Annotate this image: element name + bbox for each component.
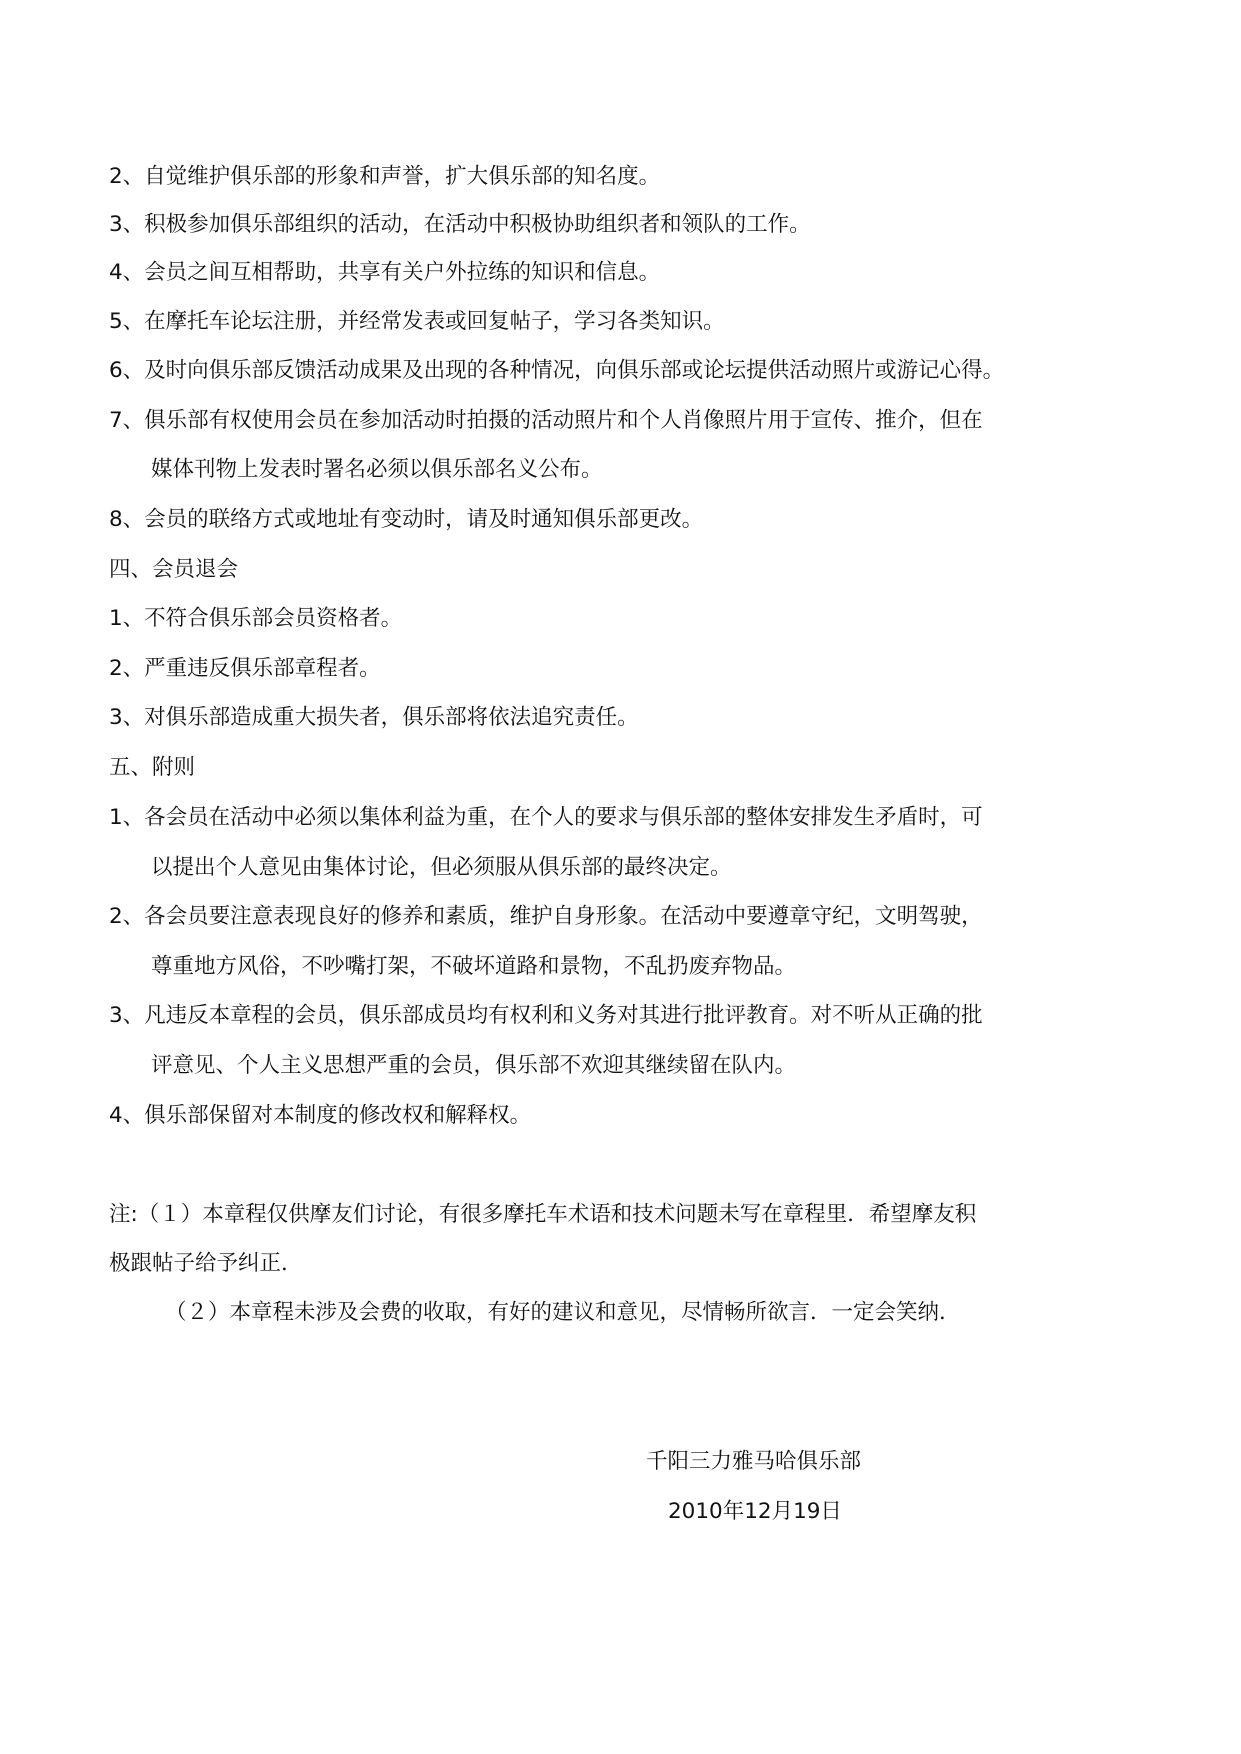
signature-organization: 千阳三力雅马哈俱乐部 — [646, 1449, 862, 1474]
text-line: 1、不符合俱乐部会员资格者。 — [109, 606, 403, 631]
text-line: 3、对俱乐部造成重大损失者，俱乐部将依法追究责任。 — [109, 705, 639, 730]
text-line: 4、会员之间互相帮助，共享有关户外拉练的知识和信息。 — [109, 260, 661, 285]
note-line: 极跟帖子给予纠正． — [109, 1251, 303, 1276]
text-line: 以提出个人意见由集体讨论，但必须服从俱乐部的最终决定。 — [151, 855, 732, 880]
section-heading: 四、会员退会 — [109, 557, 239, 582]
section-heading: 五、附则 — [109, 755, 196, 780]
note-line: （２）本章程未涉及会费的收取，有好的建议和意见，尽情畅所欲言．一定会笑纳． — [165, 1300, 961, 1325]
text-line: 5、在摩托车论坛注册，并经常发表或回复帖子，学习各类知识。 — [109, 309, 725, 334]
text-line: 2、各会员要注意表现良好的修养和素质，维护自身形象。在活动中要遵章守纪，文明驾驶， — [109, 904, 983, 929]
text-line: 2、严重违反俱乐部章程者。 — [109, 656, 381, 681]
text-line: 评意见、个人主义思想严重的会员，俱乐部不欢迎其继续留在队内。 — [151, 1053, 797, 1078]
text-line: 4、俱乐部保留对本制度的修改权和解释权。 — [109, 1103, 532, 1128]
text-line: 6、及时向俱乐部反馈活动成果及出现的各种情况，向俱乐部或论坛提供活动照片或游记心得。 — [109, 358, 1005, 383]
text-line: 3、积极参加俱乐部组织的活动，在活动中积极协助组织者和领队的工作。 — [109, 212, 811, 237]
signature-date: 2010年12月19日 — [668, 1499, 842, 1524]
text-line: 7、俱乐部有权使用会员在参加活动时拍摄的活动照片和个人肖像照片用于宣传、推介，但在 — [109, 408, 983, 433]
text-line: 尊重地方风俗，不吵嘴打架，不破坏道路和景物，不乱扔废弃物品。 — [151, 954, 797, 979]
text-line: 2、自觉维护俱乐部的形象和声誉，扩大俱乐部的知名度。 — [109, 164, 661, 189]
text-line: 1、各会员在活动中必须以集体利益为重，在个人的要求与俱乐部的整体安排发生矛盾时，可 — [109, 805, 983, 830]
text-line: 媒体刊物上发表时署名必须以俱乐部名义公布。 — [151, 457, 603, 482]
text-line: 8、会员的联络方式或地址有变动时，请及时通知俱乐部更改。 — [109, 507, 704, 532]
text-line: 3、凡违反本章程的会员，俱乐部成员均有权利和义务对其进行批评教育。对不听从正确的批 — [109, 1003, 983, 1028]
note-line: 注:（１）本章程仅供摩友们讨论，有很多摩托车术语和技术问题未写在章程里．希望摩友积 — [109, 1202, 977, 1227]
